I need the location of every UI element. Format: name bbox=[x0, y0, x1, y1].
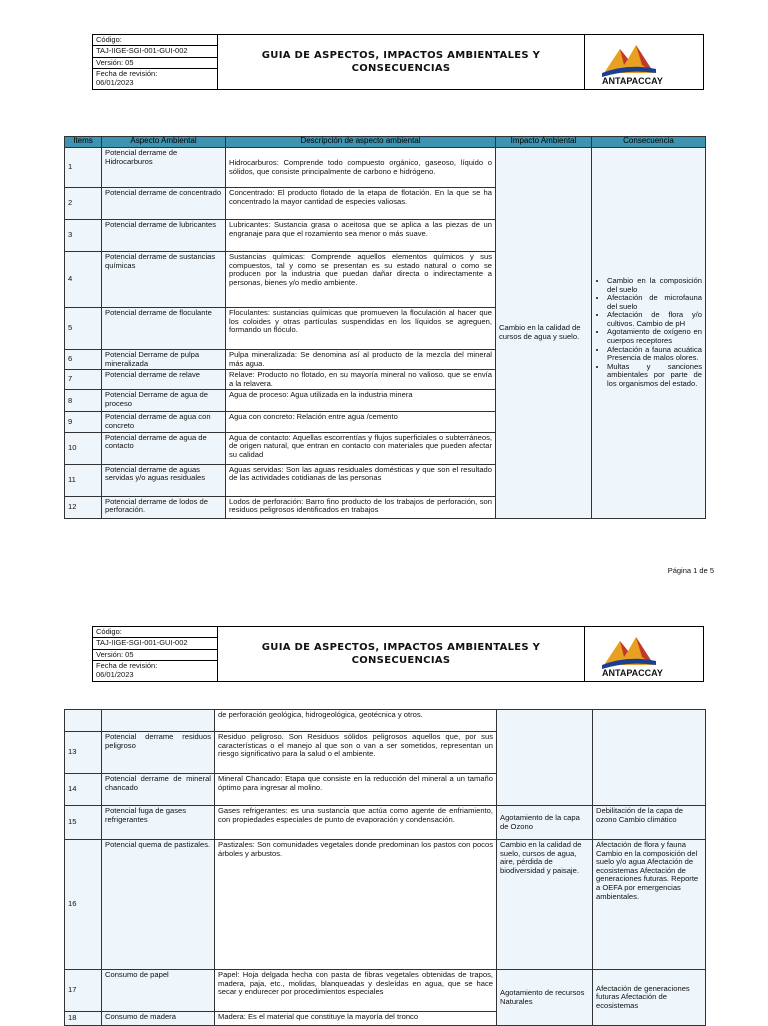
document-code: TAJ-IIGE-SGI-001-GUI-002 bbox=[93, 638, 217, 649]
list-item: • Afectación de flora y/o cultivos. Cambio de pH bbox=[607, 311, 702, 328]
list-item: • Multas y sanciones ambientales por parte de los organismos del estado. bbox=[607, 363, 702, 389]
table-row: 11 Potencial derrame de aguas servidas y/o aguas residuales Aguas servidas: Son las aguas residuales domésticas y que son el resultado de las actividades cotidianas de las personas bbox=[65, 464, 706, 496]
consequence-list bbox=[595, 277, 702, 389]
table-row: 8 Potencial Derrame de agua de proceso Agua de proceso: Agua utilizada en la industria minera bbox=[65, 390, 706, 412]
list-item: • Agotamiento de oxígeno en cuerpos receptores bbox=[607, 328, 702, 345]
table-row: 7 Potencial derrame de relave Relave: Producto no flotado, en su mayoría mineral no valioso. que se envía a la relavera. bbox=[65, 370, 706, 390]
revision-date: 06/01/2023 bbox=[96, 670, 134, 680]
impact-cell: Cambio en la calidad de cursos de agua y suelo. bbox=[496, 148, 592, 519]
company-logo bbox=[585, 627, 703, 681]
table-row: 13 Potencial derrame residuos peligroso Residuo peligroso. Son Residuos sólidos peligrosos aquellos que, por sus características o el manejo al que son o van a ser sometidos, representan un riesgo significativo para la salud o el ambiente. bbox=[65, 732, 706, 774]
table-row: 16 Potencial quema de pastizales. Pastizales: Son comunidades vegetales donde predominan los pastos con pocos árboles y arbustos. Cambio en la calidad de suelo, cursos de agua, aire, pérdida de biodiversidad y paisaje. Afectación de flora y fauna Cambio en la composición del suelo y/o agua Afectación de ecosistemas Afectación de generaciones futuras. Reporte a OEFA por emergencias ambientales. bbox=[65, 840, 706, 970]
revision-date: 06/01/2023 bbox=[96, 78, 134, 88]
col-aspect: Aspecto Ambiental bbox=[102, 137, 226, 148]
document-header bbox=[92, 34, 704, 90]
aspects-table-page2 bbox=[64, 709, 706, 1026]
svg-text:ANTAPACCAY: ANTAPACCAY bbox=[602, 668, 663, 677]
code-label: Código: bbox=[93, 35, 217, 46]
header-info bbox=[93, 35, 218, 89]
table-row: 15 Potencial fuga de gases refrigerantes Gases refrigerantes: es una sustancia que actúa como agente de enfriamiento, con propiedades especiales de punto de evaporación y condensación. Agotamiento de la capa de Ozono Debilitación de la capa de ozono Cambio climático bbox=[65, 806, 706, 840]
table-row: 6 Potencial Derrame de pulpa mineralizada Pulpa mineralizada: Se denomina así al producto de la mezcla del mineral más agua. bbox=[65, 350, 706, 370]
code-label: Código: bbox=[93, 627, 217, 638]
table-row: 18 Consumo de madera Madera: Es el material que constituye la mayoría del tronco bbox=[65, 1012, 706, 1026]
list-item: • Cambio en la composición del suelo bbox=[607, 277, 702, 294]
list-item: • Afectación de microfauna del suelo bbox=[607, 294, 702, 311]
table-row: 2 Potencial derrame de concentrado Concentrado: El producto flotado de la etapa de flotación. En la que se ha concentrado la mayor cantidad de especies valiosas. bbox=[65, 188, 706, 220]
document-title: GUIA DE ASPECTOS, IMPACTOS AMBIENTALES Y CONSECUENCIAS bbox=[218, 35, 585, 89]
table-row: 17 Consumo de papel Papel: Hoja delgada hecha con pasta de fibras vegetales obtenidas de trapos, madera, paja, etc., molidas, blanqueadas y desleídas en agua, que se hace secar y endurecer por procedimientos especiales Agotamiento de recursos Naturales Afectación de generaciones futuras Afectación de ecosistemas bbox=[65, 970, 706, 1012]
document-header bbox=[92, 626, 704, 682]
table-row: 1 Potencial derrame de Hidrocarburos Hidrocarburos: Comprende todo compuesto orgánico, gaseoso, líquido o sólidos, que consiste principalmente de carbono e hidrógeno. Cambio en la calidad de cursos de agua y suelo. • Cambio en la composición del suelo • Afectación de microfauna del suelo • Afectación de flora y/o cultivos. Cambio de pH • Agotamiento de oxígeno en cuerpos receptores • Afectación a fauna acuática Presencia de malos olores. • Multas y sanciones ambientales por parte de los organismos del estado. bbox=[65, 148, 706, 188]
list-item: • Afectación a fauna acuática Presencia de malos olores. bbox=[607, 346, 702, 363]
document-title: GUIA DE ASPECTOS, IMPACTOS AMBIENTALES Y CONSECUENCIAS bbox=[218, 627, 585, 681]
page-number: Página 1 de 5 bbox=[667, 566, 714, 575]
table-row: 9 Potencial derrame de agua con concreto Agua con concreto: Relación entre agua /cemento bbox=[65, 412, 706, 432]
col-impact: Impacto Ambiental bbox=[496, 137, 592, 148]
table-row: de perforación geológica, hidrogeológica, geotécnica y otros. bbox=[65, 710, 706, 732]
header-info bbox=[93, 627, 218, 681]
col-description: Descripción de aspecto ambiental bbox=[226, 137, 496, 148]
company-logo bbox=[585, 35, 703, 89]
table-row: 3 Potencial derrame de lubricantes Lubricantes: Sustancia grasa o aceitosa que se aplica a las piezas de un engranaje para que el rozamiento sea menor o más suave. bbox=[65, 220, 706, 252]
table-row: 5 Potencial derrame de floculante Floculantes: sustancias químicas que promueven la floculación al hacer que los coloides y otras partículas suspendidas en los líquidos se agreguen, formando un flóculo. bbox=[65, 308, 706, 350]
table-row: 12 Potencial derrame de lodos de perforación. Lodos de perforación: Barro fino producto de los trabajos de perforación, son residuos peligrosos identificados en trabajos bbox=[65, 496, 706, 518]
consequence-cell bbox=[592, 148, 706, 519]
col-consequence: Consecuencia bbox=[592, 137, 706, 148]
col-items: Items bbox=[65, 137, 102, 148]
version: Versión: 05 bbox=[93, 650, 217, 661]
document-code: TAJ-IIGE-SGI-001-GUI-002 bbox=[93, 46, 217, 57]
svg-text:ANTAPACCAY: ANTAPACCAY bbox=[602, 76, 663, 85]
table-row: 4 Potencial derrame de sustancias químicas Sustancias químicas: Comprende aquellos elementos químicos y sus compuestos, tal y como se presentan es su estado natural o como se producen por la industria que puedan dañar directa o indirectamente a personas, bienes y/o medio ambiente. bbox=[65, 252, 706, 308]
version: Versión: 05 bbox=[93, 58, 217, 69]
revision-label: Fecha de revisión: bbox=[96, 660, 158, 670]
table-row: 10 Potencial derrame de agua de contacto Agua de contacto: Aquellas escorrentías y flujos superficiales o subterráneos, de origen natural, que entran en contacto con materiales que pueden afectar su calidad bbox=[65, 432, 706, 464]
revision-label: Fecha de revisión: bbox=[96, 68, 158, 78]
table-row: 14 Potencial derrame de mineral chancado Mineral Chancado: Etapa que consiste en la reducción del mineral a un tamaño óptimo para ingresar al molino. bbox=[65, 774, 706, 806]
aspects-table-page1 bbox=[64, 136, 706, 519]
page-2 bbox=[0, 590, 768, 1024]
